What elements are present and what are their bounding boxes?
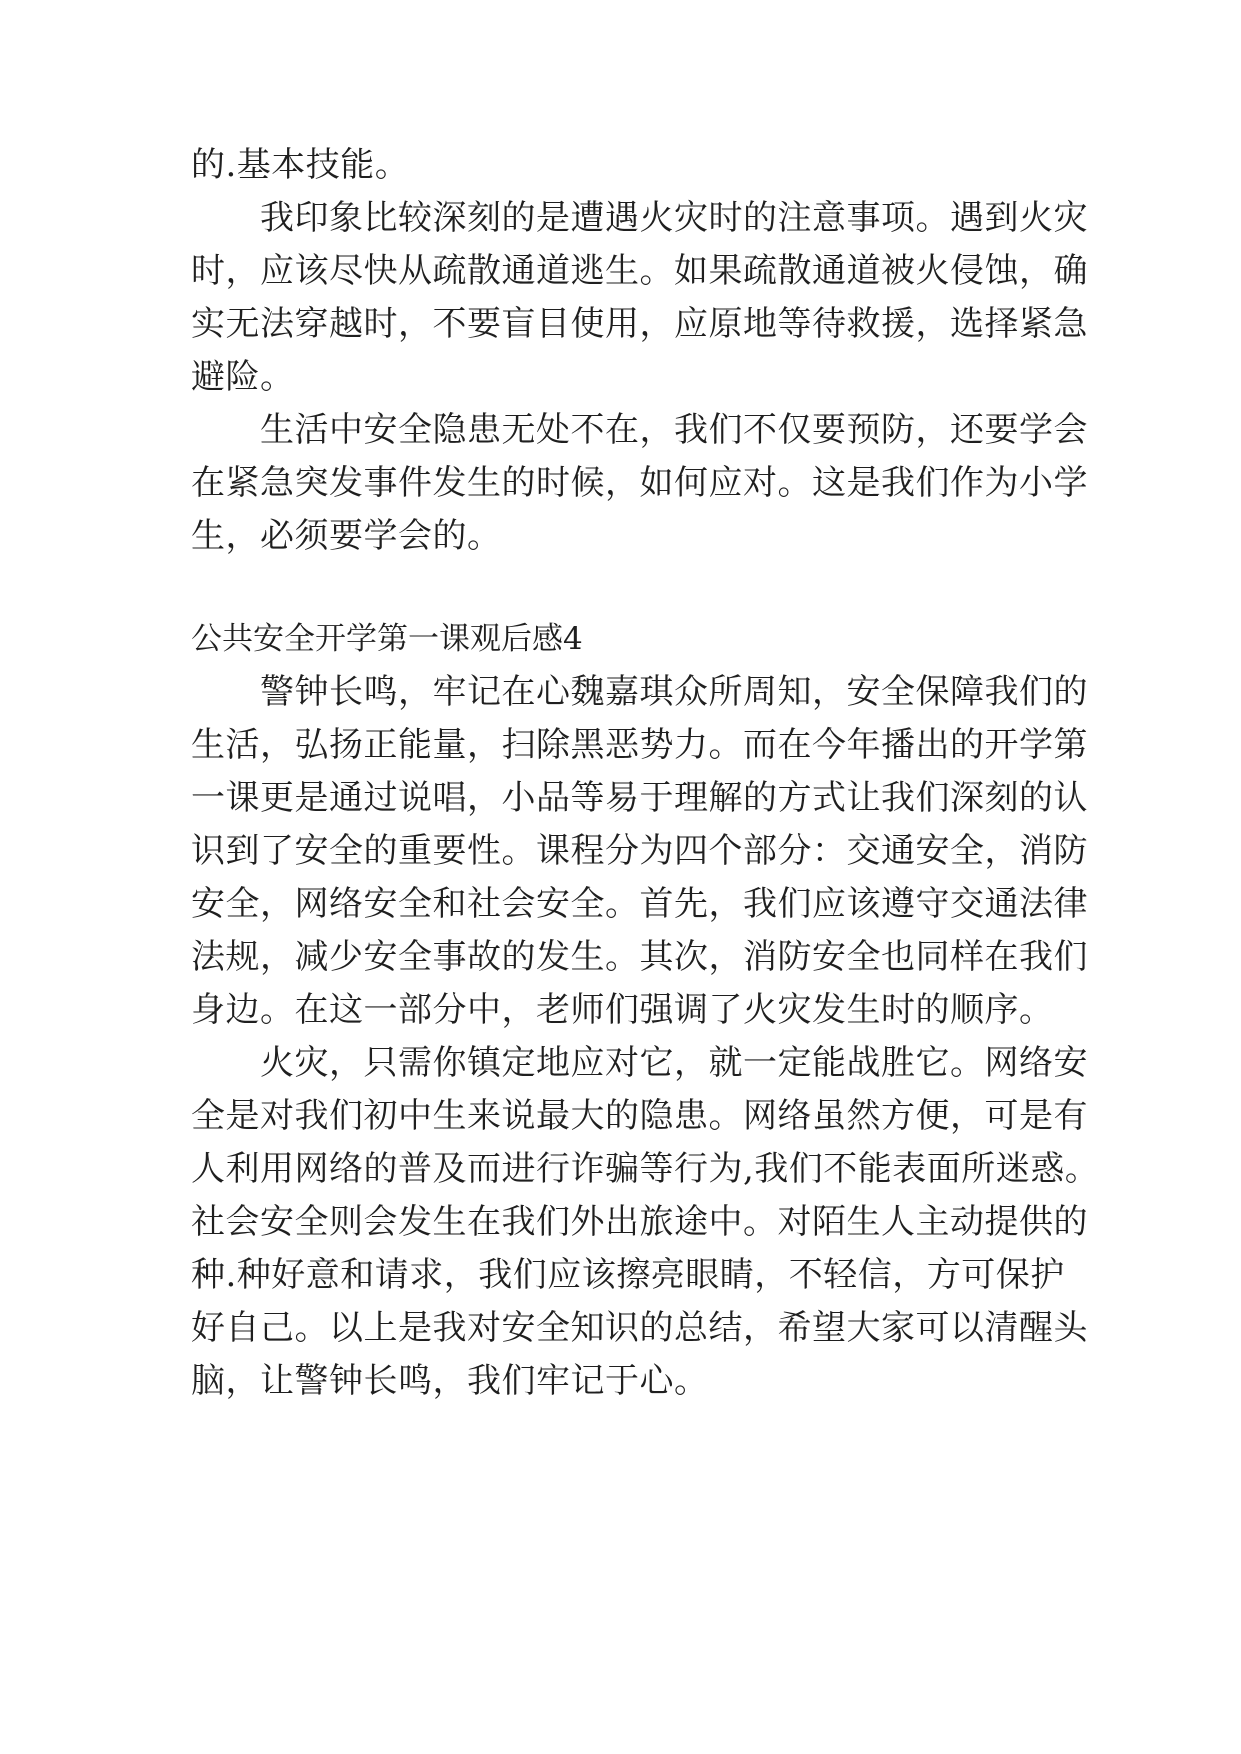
text-line: 一课更是通过说唱，小品等易于理解的方式让我们深刻的认 [191,778,1088,818]
text-line: 生，必须要学会的。 [191,516,502,556]
text-line: 全是对我们初中生来说最大的隐患。网络虽然方便，可是有 [191,1096,1088,1136]
text-line: 人利用网络的普及而进行诈骗等行为,我们不能表面所迷惑。 [191,1149,1100,1189]
text-line: 警钟长鸣，牢记在心魏嘉琪众所周知，安全保障我们的 [191,672,1088,712]
text-line: 我印象比较深刻的是遭遇火灾时的注意事项。遇到火灾 [191,198,1088,238]
text-line: 社会安全则会发生在我们外出旅途中。对陌生人主动提供的 [191,1202,1088,1242]
text-line: 在紧急突发事件发生的时候，如何应对。这是我们作为小学 [191,463,1088,503]
text-line: 避险。 [191,357,295,397]
text-line: 脑，让警钟长鸣，我们牢记于心。 [191,1361,709,1401]
text-line: 身边。在这一部分中，老师们强调了火灾发生时的顺序。 [191,990,1054,1030]
text-line: 识到了安全的重要性。课程分为四个部分：交通安全，消防 [191,831,1088,871]
text-line: 的.基本技能。 [191,145,410,185]
text-line: 安全，网络安全和社会安全。首先，我们应该遵守交通法律 [191,884,1088,924]
section-title: 公共安全开学第一课观后感4 [191,621,583,657]
text-line: 生活，弘扬正能量，扫除黑恶势力。而在今年播出的开学第 [191,725,1088,765]
text-line: 实无法穿越时，不要盲目使用，应原地等待救援，选择紧急 [191,304,1088,344]
text-line: 时，应该尽快从疏散通道逃生。如果疏散通道被火侵蚀，确 [191,251,1088,291]
text-line: 种.种好意和请求，我们应该擦亮眼睛，不轻信，方可保护 [191,1255,1065,1295]
text-line: 法规，减少安全事故的发生。其次，消防安全也同样在我们 [191,937,1088,977]
text-line: 好自己。以上是我对安全知识的总结，希望大家可以清醒头 [191,1308,1088,1348]
text-line: 火灾，只需你镇定地应对它，就一定能战胜它。网络安 [191,1043,1088,1083]
text-line: 生活中安全隐患无处不在，我们不仅要预防，还要学会 [191,410,1088,450]
